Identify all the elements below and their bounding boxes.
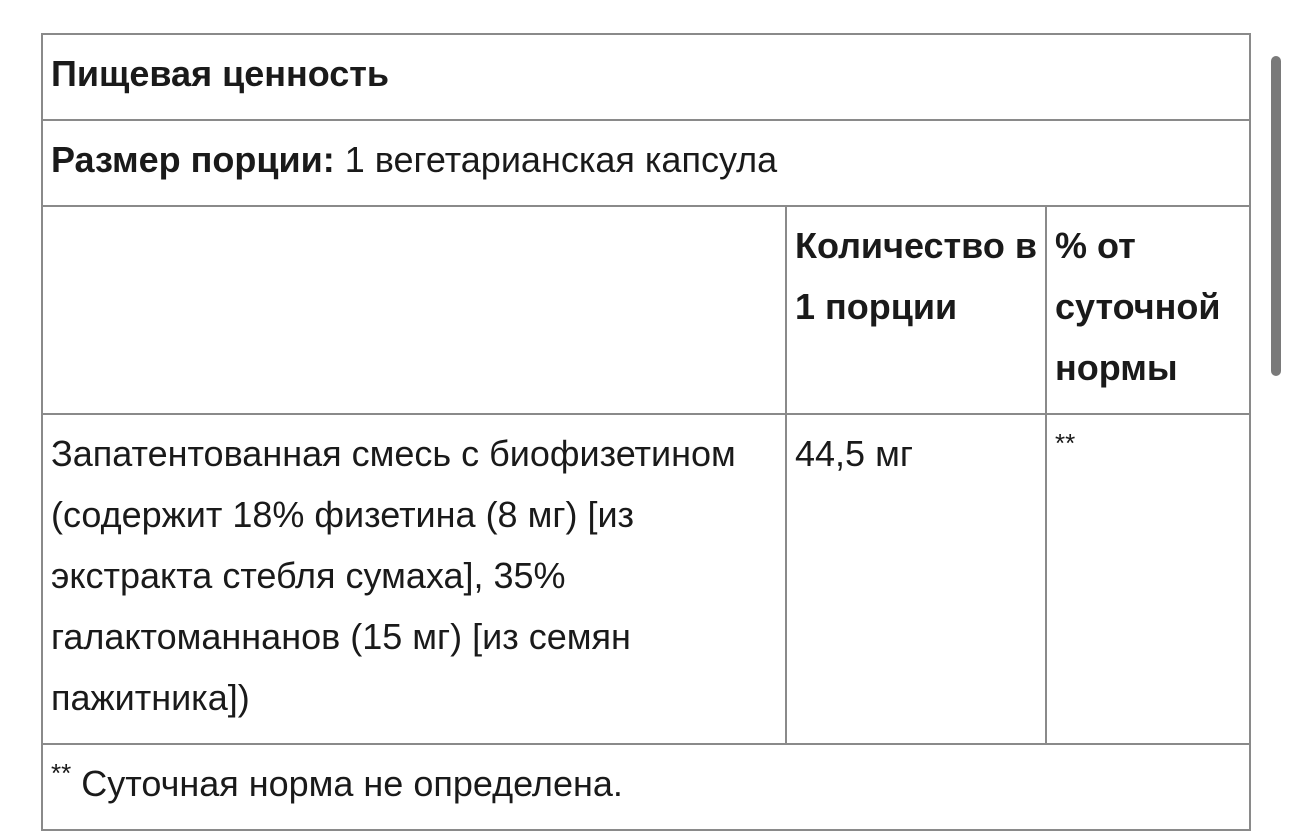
footnote: [42, 744, 1250, 830]
nutrition-facts-table: [41, 33, 1251, 831]
header-empty-cell: [42, 206, 786, 414]
header-row: [42, 206, 1250, 414]
vertical-scrollbar[interactable]: [1271, 56, 1281, 376]
header-amount: Количество в 1 порции: [786, 206, 1046, 414]
daily-value-mark: **: [1055, 428, 1076, 458]
title-row: [42, 34, 1250, 120]
serving-row: [42, 120, 1250, 206]
footnote-text: Суточная норма не определена.: [81, 763, 623, 804]
footnote-row: [42, 744, 1250, 830]
ingredient-row: [42, 414, 1250, 744]
ingredient-daily-value: [1046, 414, 1250, 744]
table-title: Пищевая ценность: [42, 34, 1250, 120]
footnote-mark: **: [51, 758, 72, 788]
header-daily-value: % от суточной нормы: [1046, 206, 1250, 414]
serving-value: 1 вегетарианская капсула: [344, 139, 778, 180]
ingredient-amount: 44,5 мг: [786, 414, 1046, 744]
serving-size: [42, 120, 1250, 206]
ingredient-name: Запатентованная смесь с биофизетином (содержит 18% физетина (8 мг) [из экстракта стебля сумаха], 35% галактоманнанов (15 мг) [из семян пажитника]): [42, 414, 786, 744]
serving-label: Размер порции:: [51, 139, 335, 180]
